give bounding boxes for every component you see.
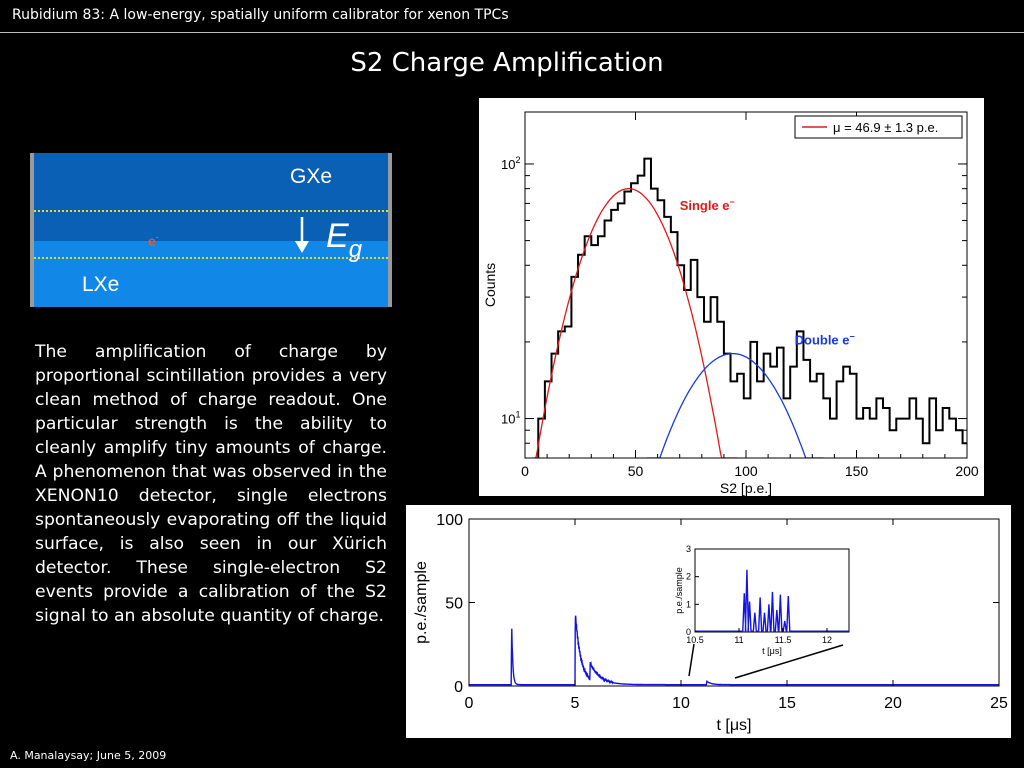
- x-tick-label: 200: [955, 463, 979, 479]
- inset-y-tick-label: 2: [685, 571, 691, 582]
- y-tick-base: 10: [501, 156, 516, 172]
- histogram-panel: [479, 98, 984, 496]
- x-tick-label: 10: [672, 695, 690, 712]
- waveform-panel: [406, 505, 1011, 738]
- inset-x-tick-label: 12: [821, 635, 833, 645]
- y-axis-label: Counts: [482, 262, 498, 308]
- right-edge: [388, 153, 392, 307]
- x-tick-label: 100: [734, 463, 758, 479]
- histogram-steps: [538, 159, 984, 458]
- zoom-line-right: [735, 645, 843, 678]
- peak-annotation: [680, 197, 735, 213]
- body-paragraph: The amplification of charge by proportional scintillation provides a very clean method of charge readout. One particular strength is the ability to cleanly amplify tiny amounts of charge. A phenomenon that was observed in the XENON10 detector, single electrons spontaneously evaporating off the liquid surface, is also seen in our Xürich detector. These single-electron S2 events provide a calibration of the S2 signal to an absolute quantity of charge.: [35, 342, 387, 626]
- header-text: Rubidium 83: A low-energy, spatially uniform calibrator for xenon TPCs: [12, 7, 509, 23]
- gas-label: GXe: [290, 165, 333, 188]
- histogram-frame: [525, 112, 967, 458]
- field-label: $E_g$: [326, 217, 363, 263]
- y-tick-label: 100: [436, 512, 463, 529]
- x-axis-label: t [μs]: [716, 717, 752, 734]
- x-axis-label: S2 [p.e.]: [719, 480, 773, 496]
- x-tick-label: 150: [844, 463, 869, 479]
- annotation-text: Single e: [679, 197, 730, 213]
- zoom-line-left: [689, 644, 694, 676]
- inset-x-tick-label: 11.5: [774, 635, 792, 645]
- x-tick-label: 5: [570, 695, 580, 712]
- y-tick-exp: 1: [515, 409, 521, 420]
- y-tick-exp: 2: [515, 154, 521, 165]
- annotation-text: Double e: [794, 332, 850, 348]
- inset-y-tick-label: 1: [685, 599, 691, 610]
- y-tick-base: 10: [501, 411, 516, 427]
- s2-histogram-chart: [479, 98, 984, 496]
- x-tick-label: 20: [884, 695, 902, 712]
- footer-text: A. Manalaysay; June 5, 2009: [10, 749, 167, 762]
- x-tick-label: 50: [627, 463, 644, 479]
- slide-header: [0, 0, 1024, 32]
- electron-label: e-: [148, 232, 159, 249]
- x-tick-label: 0: [521, 463, 529, 479]
- header-divider: [0, 32, 1024, 33]
- inset-x-axis-label: t [μs]: [762, 646, 782, 656]
- slide-title: S2 Charge Amplification: [350, 48, 664, 78]
- inset-x-tick-label: 10.5: [686, 635, 704, 645]
- inset-y-tick-label: 3: [685, 544, 691, 554]
- x-tick-label: 25: [990, 695, 1008, 712]
- annotation-sup: −: [729, 196, 735, 207]
- peak-annotation: [795, 332, 855, 348]
- fit-curve: [534, 189, 737, 458]
- annotation-sup: −: [849, 331, 855, 342]
- waveform-chart: [406, 505, 1011, 738]
- legend-label: μ = 46.9 ± 1.3 p.e.: [833, 120, 939, 135]
- inset-y-tick-label: 0: [685, 627, 691, 637]
- left-edge: [30, 153, 34, 307]
- inset-x-tick-label: 11: [734, 635, 744, 645]
- x-tick-label: 15: [778, 695, 796, 712]
- y-tick-label: [501, 410, 520, 427]
- y-tick-label: [501, 155, 520, 172]
- tpc-diagram: [30, 153, 392, 307]
- liquid-label: LXe: [82, 273, 120, 296]
- x-tick-label: 0: [464, 695, 474, 712]
- y-tick-label: 50: [445, 595, 463, 613]
- inset-y-axis-label: p.e./sample: [674, 567, 684, 614]
- y-axis-label: p.e./sample: [413, 561, 430, 644]
- y-tick-label: 0: [454, 679, 463, 696]
- fit-curve: [647, 354, 824, 458]
